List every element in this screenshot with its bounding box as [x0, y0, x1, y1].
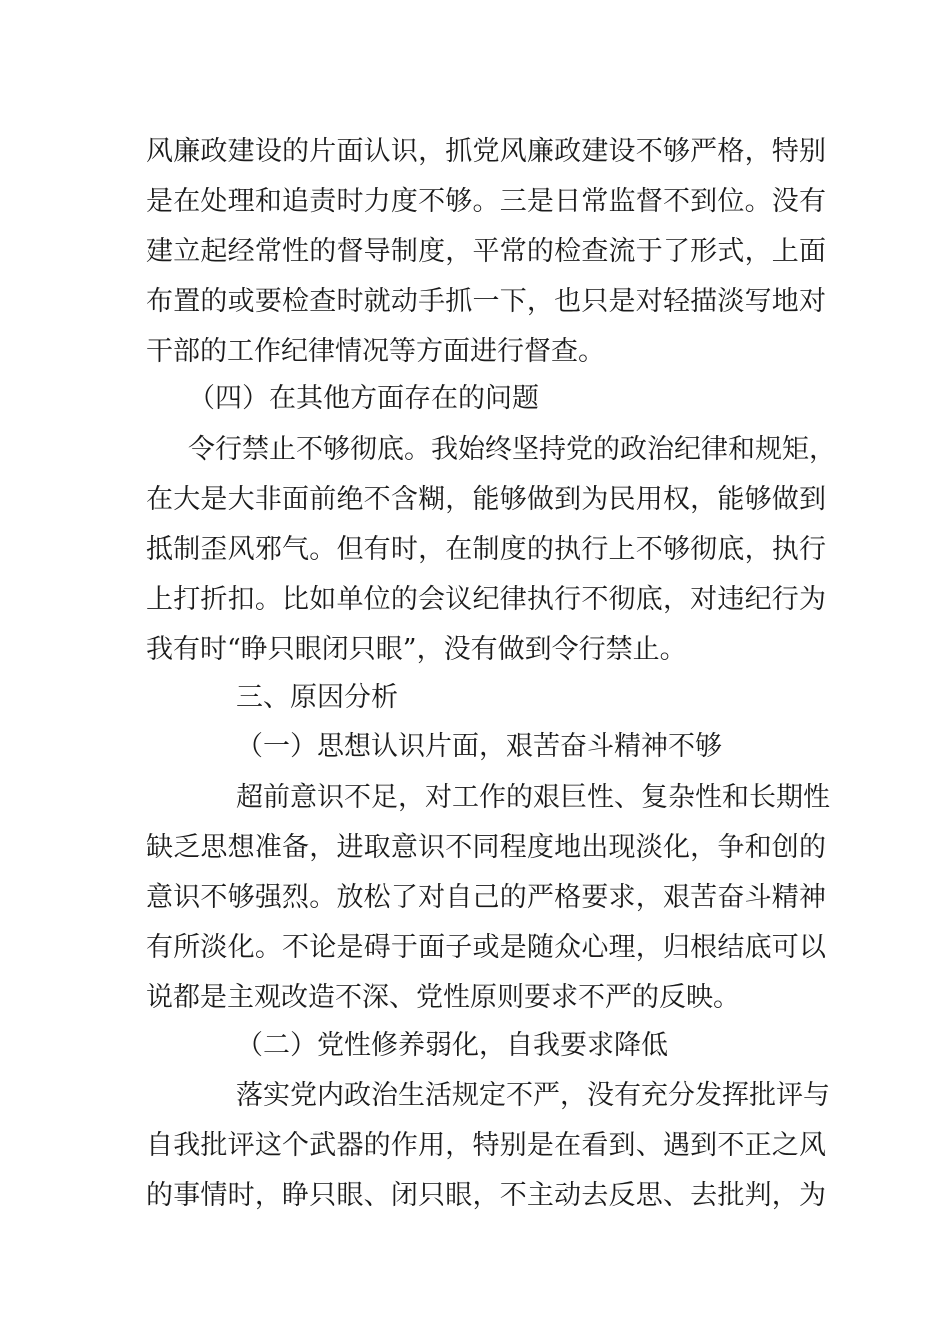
- text-line-5: 干部的工作纪律情况等方面进行督查。: [146, 336, 605, 367]
- text-line-7: 令行禁止不够彻底。我始终坚持党的政治纪律和规矩，: [188, 434, 836, 465]
- text-line-20: 落实党内政治生活规定不严，没有充分发挥批评与: [236, 1080, 830, 1111]
- text-line-16: 意识不够强烈。放松了对自己的严格要求，艰苦奋斗精神: [146, 882, 826, 913]
- subheading-two: （二）党性修养弱化，自我要求降低: [236, 1030, 668, 1061]
- text-line-11: 我有时“睁只眼闭只眼”，没有做到令行禁止。: [146, 634, 687, 665]
- text-line-3: 建立起经常性的督导制度，平常的检查流于了形式，上面: [146, 236, 826, 267]
- text-line-21: 自我批评这个武器的作用，特别是在看到、遇到不正之风: [146, 1130, 826, 1161]
- text-line-1: 风廉政建设的片面认识，抓党风廉政建设不够严格，特别: [146, 136, 826, 167]
- text-line-4: 布置的或要检查时就动手抓一下，也只是对轻描淡写地对: [146, 286, 826, 317]
- text-line-8: 在大是大非面前绝不含糊，能够做到为民用权，能够做到: [146, 484, 826, 515]
- section-heading-three: 三、原因分析: [236, 682, 398, 713]
- text-line-2: 是在处理和追责时力度不够。三是日常监督不到位。没有: [146, 186, 826, 217]
- text-line-14: 超前意识不足，对工作的艰巨性、复杂性和长期性: [236, 782, 830, 813]
- text-line-9: 抵制歪风邪气。但有时，在制度的执行上不够彻底，执行: [146, 534, 826, 565]
- text-line-22: 的事情时，睁只眼、闭只眼，不主动去反思、去批判，为: [146, 1180, 826, 1211]
- text-line-17: 有所淡化。不论是碍于面子或是随众心理，归根结底可以: [146, 932, 826, 963]
- text-line-15: 缺乏思想准备，进取意识不同程度地出现淡化，争和创的: [146, 832, 826, 863]
- text-line-18: 说都是主观改造不深、党性原则要求不严的反映。: [146, 982, 740, 1013]
- subheading-one: （一）思想认识片面，艰苦奋斗精神不够: [236, 731, 722, 762]
- text-line-10: 上打折扣。比如单位的会议纪律执行不彻底，对违纪行为: [146, 584, 826, 615]
- section-heading-four: （四）在其他方面存在的问题: [188, 383, 539, 414]
